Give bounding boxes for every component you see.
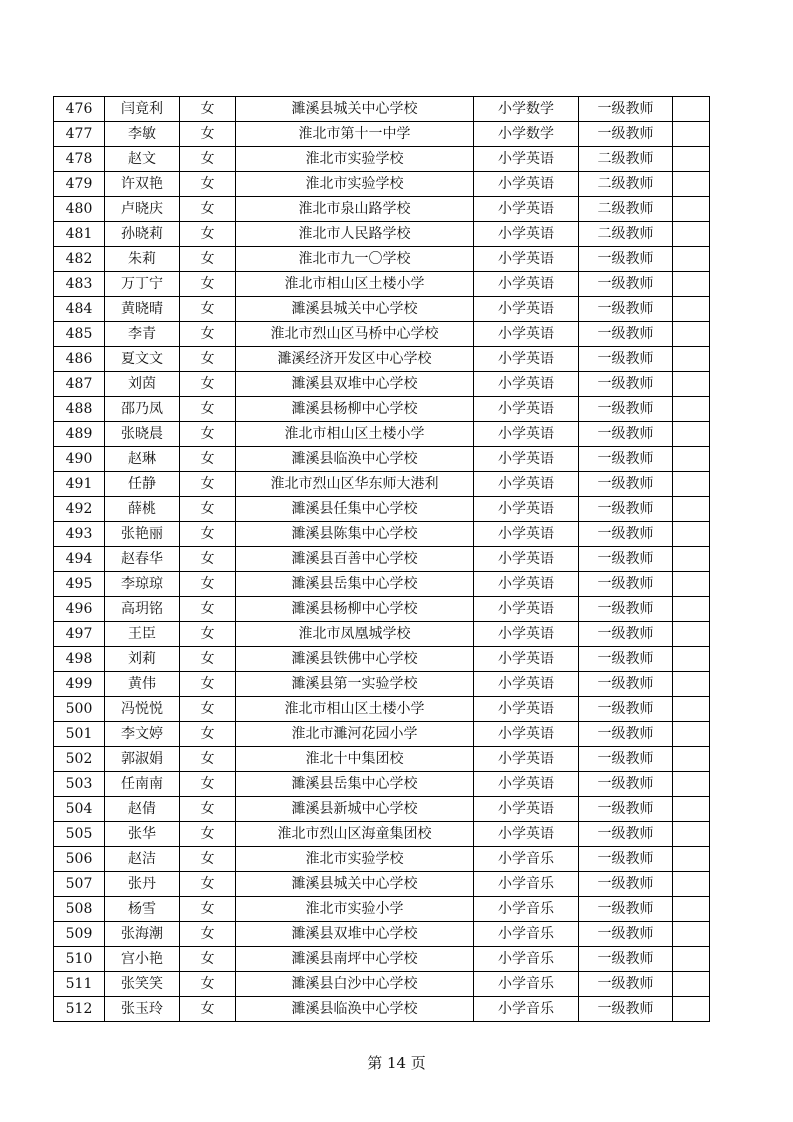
subject-cell: 小学英语 <box>474 372 579 397</box>
title-cell: 一级教师 <box>579 772 673 797</box>
school-cell: 濉溪县南坪中心学校 <box>236 947 474 972</box>
remarks-cell <box>673 372 710 397</box>
roster-body <box>54 97 710 1022</box>
teacher-name-cell: 万丁宁 <box>105 272 180 297</box>
remarks-cell <box>673 972 710 997</box>
remarks-cell <box>673 722 710 747</box>
title-cell: 一级教师 <box>579 297 673 322</box>
title-cell: 一级教师 <box>579 897 673 922</box>
teacher-name-cell: 薛桃 <box>105 497 180 522</box>
teacher-name-cell: 闫竟利 <box>105 97 180 122</box>
row-number-cell: 504 <box>54 797 105 822</box>
gender-cell: 女 <box>180 922 236 947</box>
table-row <box>54 197 710 222</box>
gender-cell: 女 <box>180 297 236 322</box>
table-row <box>54 772 710 797</box>
school-cell: 濉溪县临涣中心学校 <box>236 997 474 1022</box>
table-row <box>54 222 710 247</box>
remarks-cell <box>673 247 710 272</box>
gender-cell: 女 <box>180 422 236 447</box>
table-row <box>54 947 710 972</box>
row-number-cell: 505 <box>54 822 105 847</box>
gender-cell: 女 <box>180 322 236 347</box>
gender-cell: 女 <box>180 97 236 122</box>
title-cell: 一级教师 <box>579 397 673 422</box>
table-row <box>54 872 710 897</box>
title-cell: 一级教师 <box>579 447 673 472</box>
gender-cell: 女 <box>180 547 236 572</box>
title-cell: 二级教师 <box>579 172 673 197</box>
school-cell: 濉溪县百善中心学校 <box>236 547 474 572</box>
teacher-roster-table <box>53 96 710 1022</box>
remarks-cell <box>673 522 710 547</box>
remarks-cell <box>673 397 710 422</box>
title-cell: 一级教师 <box>579 672 673 697</box>
school-cell: 淮北市实验学校 <box>236 847 474 872</box>
school-cell: 濉溪经济开发区中心学校 <box>236 347 474 372</box>
subject-cell: 小学英语 <box>474 772 579 797</box>
teacher-name-cell: 刘茵 <box>105 372 180 397</box>
school-cell: 淮北市烈山区华东师大港利 <box>236 472 474 497</box>
row-number-cell: 499 <box>54 672 105 697</box>
subject-cell: 小学英语 <box>474 522 579 547</box>
remarks-cell <box>673 347 710 372</box>
school-cell: 淮北市烈山区海童集团校 <box>236 822 474 847</box>
row-number-cell: 487 <box>54 372 105 397</box>
table-row <box>54 997 710 1022</box>
teacher-name-cell: 孙晓莉 <box>105 222 180 247</box>
subject-cell: 小学英语 <box>474 697 579 722</box>
title-cell: 一级教师 <box>579 997 673 1022</box>
gender-cell: 女 <box>180 222 236 247</box>
title-cell: 一级教师 <box>579 472 673 497</box>
school-cell: 濉溪县城关中心学校 <box>236 97 474 122</box>
title-cell: 一级教师 <box>579 122 673 147</box>
subject-cell: 小学英语 <box>474 597 579 622</box>
school-cell: 淮北市烈山区马桥中心学校 <box>236 322 474 347</box>
row-number-cell: 485 <box>54 322 105 347</box>
row-number-cell: 502 <box>54 747 105 772</box>
subject-cell: 小学英语 <box>474 397 579 422</box>
row-number-cell: 482 <box>54 247 105 272</box>
row-number-cell: 493 <box>54 522 105 547</box>
school-cell: 淮北市泉山路学校 <box>236 197 474 222</box>
title-cell: 一级教师 <box>579 947 673 972</box>
remarks-cell <box>673 147 710 172</box>
remarks-cell <box>673 422 710 447</box>
gender-cell: 女 <box>180 522 236 547</box>
gender-cell: 女 <box>180 147 236 172</box>
school-cell: 濉溪县城关中心学校 <box>236 872 474 897</box>
row-number-cell: 486 <box>54 347 105 372</box>
title-cell: 一级教师 <box>579 547 673 572</box>
subject-cell: 小学英语 <box>474 147 579 172</box>
gender-cell: 女 <box>180 447 236 472</box>
gender-cell: 女 <box>180 622 236 647</box>
gender-cell: 女 <box>180 897 236 922</box>
remarks-cell <box>673 272 710 297</box>
gender-cell: 女 <box>180 747 236 772</box>
remarks-cell <box>673 997 710 1022</box>
teacher-name-cell: 夏文文 <box>105 347 180 372</box>
subject-cell: 小学数学 <box>474 122 579 147</box>
teacher-name-cell: 赵倩 <box>105 797 180 822</box>
remarks-cell <box>673 472 710 497</box>
title-cell: 一级教师 <box>579 247 673 272</box>
school-cell: 淮北市相山区土楼小学 <box>236 272 474 297</box>
teacher-name-cell: 宫小艳 <box>105 947 180 972</box>
teacher-name-cell: 许双艳 <box>105 172 180 197</box>
school-cell: 濉溪县杨柳中心学校 <box>236 597 474 622</box>
table-row <box>54 497 710 522</box>
remarks-cell <box>673 172 710 197</box>
remarks-cell <box>673 947 710 972</box>
subject-cell: 小学英语 <box>474 672 579 697</box>
table-row <box>54 597 710 622</box>
remarks-cell <box>673 297 710 322</box>
gender-cell: 女 <box>180 972 236 997</box>
gender-cell: 女 <box>180 872 236 897</box>
school-cell: 濉溪县任集中心学校 <box>236 497 474 522</box>
school-cell: 濉溪县城关中心学校 <box>236 297 474 322</box>
title-cell: 一级教师 <box>579 422 673 447</box>
table-row <box>54 822 710 847</box>
remarks-cell <box>673 97 710 122</box>
title-cell: 一级教师 <box>579 822 673 847</box>
gender-cell: 女 <box>180 847 236 872</box>
row-number-cell: 495 <box>54 572 105 597</box>
title-cell: 一级教师 <box>579 922 673 947</box>
subject-cell: 小学英语 <box>474 322 579 347</box>
subject-cell: 小学英语 <box>474 722 579 747</box>
teacher-name-cell: 赵春华 <box>105 547 180 572</box>
title-cell: 一级教师 <box>579 497 673 522</box>
remarks-cell <box>673 747 710 772</box>
gender-cell: 女 <box>180 172 236 197</box>
teacher-name-cell: 李敏 <box>105 122 180 147</box>
table-row <box>54 472 710 497</box>
teacher-name-cell: 郭淑娟 <box>105 747 180 772</box>
table-row <box>54 647 710 672</box>
subject-cell: 小学英语 <box>474 547 579 572</box>
subject-cell: 小学英语 <box>474 822 579 847</box>
table-row <box>54 147 710 172</box>
school-cell: 淮北市相山区土楼小学 <box>236 697 474 722</box>
title-cell: 一级教师 <box>579 597 673 622</box>
table-row <box>54 347 710 372</box>
gender-cell: 女 <box>180 722 236 747</box>
school-cell: 淮北市实验学校 <box>236 147 474 172</box>
remarks-cell <box>673 447 710 472</box>
row-number-cell: 476 <box>54 97 105 122</box>
teacher-name-cell: 赵洁 <box>105 847 180 872</box>
teacher-name-cell: 张海潮 <box>105 922 180 947</box>
row-number-cell: 512 <box>54 997 105 1022</box>
title-cell: 一级教师 <box>579 622 673 647</box>
subject-cell: 小学英语 <box>474 572 579 597</box>
title-cell: 一级教师 <box>579 747 673 772</box>
gender-cell: 女 <box>180 697 236 722</box>
remarks-cell <box>673 672 710 697</box>
teacher-name-cell: 李琼琼 <box>105 572 180 597</box>
school-cell: 濉溪县双堆中心学校 <box>236 372 474 397</box>
remarks-cell <box>673 847 710 872</box>
table-row <box>54 622 710 647</box>
school-cell: 濉溪县新城中心学校 <box>236 797 474 822</box>
row-number-cell: 496 <box>54 597 105 622</box>
gender-cell: 女 <box>180 497 236 522</box>
gender-cell: 女 <box>180 247 236 272</box>
row-number-cell: 480 <box>54 197 105 222</box>
subject-cell: 小学英语 <box>474 172 579 197</box>
school-cell: 濉溪县岳集中心学校 <box>236 772 474 797</box>
row-number-cell: 509 <box>54 922 105 947</box>
school-cell: 濉溪县临涣中心学校 <box>236 447 474 472</box>
gender-cell: 女 <box>180 772 236 797</box>
page-number: 第 14 页 <box>367 1054 426 1072</box>
gender-cell: 女 <box>180 347 236 372</box>
remarks-cell <box>673 597 710 622</box>
row-number-cell: 477 <box>54 122 105 147</box>
remarks-cell <box>673 572 710 597</box>
gender-cell: 女 <box>180 997 236 1022</box>
title-cell: 一级教师 <box>579 697 673 722</box>
row-number-cell: 488 <box>54 397 105 422</box>
remarks-cell <box>673 322 710 347</box>
gender-cell: 女 <box>180 197 236 222</box>
row-number-cell: 494 <box>54 547 105 572</box>
table-row <box>54 547 710 572</box>
teacher-name-cell: 邵乃凤 <box>105 397 180 422</box>
teacher-name-cell: 杨雪 <box>105 897 180 922</box>
gender-cell: 女 <box>180 572 236 597</box>
table-row <box>54 972 710 997</box>
subject-cell: 小学音乐 <box>474 847 579 872</box>
school-cell: 淮北市第十一中学 <box>236 122 474 147</box>
row-number-cell: 507 <box>54 872 105 897</box>
remarks-cell <box>673 622 710 647</box>
row-number-cell: 492 <box>54 497 105 522</box>
teacher-name-cell: 任南南 <box>105 772 180 797</box>
table-row <box>54 522 710 547</box>
gender-cell: 女 <box>180 272 236 297</box>
row-number-cell: 481 <box>54 222 105 247</box>
row-number-cell: 510 <box>54 947 105 972</box>
title-cell: 一级教师 <box>579 97 673 122</box>
teacher-name-cell: 张华 <box>105 822 180 847</box>
remarks-cell <box>673 647 710 672</box>
subject-cell: 小学英语 <box>474 497 579 522</box>
remarks-cell <box>673 197 710 222</box>
subject-cell: 小学音乐 <box>474 997 579 1022</box>
title-cell: 一级教师 <box>579 847 673 872</box>
teacher-name-cell: 张晓晨 <box>105 422 180 447</box>
school-cell: 濉溪县第一实验学校 <box>236 672 474 697</box>
table-row <box>54 422 710 447</box>
subject-cell: 小学音乐 <box>474 972 579 997</box>
table-row <box>54 247 710 272</box>
teacher-name-cell: 王臣 <box>105 622 180 647</box>
title-cell: 一级教师 <box>579 372 673 397</box>
row-number-cell: 489 <box>54 422 105 447</box>
remarks-cell <box>673 897 710 922</box>
school-cell: 濉溪县双堆中心学校 <box>236 922 474 947</box>
table-row <box>54 297 710 322</box>
title-cell: 一级教师 <box>579 347 673 372</box>
remarks-cell <box>673 547 710 572</box>
row-number-cell: 478 <box>54 147 105 172</box>
teacher-name-cell: 黄晓晴 <box>105 297 180 322</box>
title-cell: 一级教师 <box>579 522 673 547</box>
row-number-cell: 506 <box>54 847 105 872</box>
table-row <box>54 722 710 747</box>
teacher-name-cell: 张丹 <box>105 872 180 897</box>
teacher-name-cell: 高玥铭 <box>105 597 180 622</box>
subject-cell: 小学音乐 <box>474 947 579 972</box>
school-cell: 濉溪县杨柳中心学校 <box>236 397 474 422</box>
subject-cell: 小学英语 <box>474 472 579 497</box>
table-row <box>54 172 710 197</box>
school-cell: 淮北市濉河花园小学 <box>236 722 474 747</box>
table-row <box>54 672 710 697</box>
table-row <box>54 747 710 772</box>
row-number-cell: 479 <box>54 172 105 197</box>
gender-cell: 女 <box>180 947 236 972</box>
title-cell: 二级教师 <box>579 147 673 172</box>
gender-cell: 女 <box>180 797 236 822</box>
school-cell: 濉溪县岳集中心学校 <box>236 572 474 597</box>
subject-cell: 小学音乐 <box>474 872 579 897</box>
row-number-cell: 500 <box>54 697 105 722</box>
teacher-name-cell: 张艳丽 <box>105 522 180 547</box>
teacher-name-cell: 赵琳 <box>105 447 180 472</box>
title-cell: 一级教师 <box>579 322 673 347</box>
title-cell: 二级教师 <box>579 222 673 247</box>
row-number-cell: 497 <box>54 622 105 647</box>
school-cell: 濉溪县白沙中心学校 <box>236 972 474 997</box>
gender-cell: 女 <box>180 397 236 422</box>
subject-cell: 小学音乐 <box>474 897 579 922</box>
table-row <box>54 847 710 872</box>
school-cell: 淮北市实验小学 <box>236 897 474 922</box>
remarks-cell <box>673 872 710 897</box>
subject-cell: 小学数学 <box>474 97 579 122</box>
school-cell: 淮北十中集团校 <box>236 747 474 772</box>
subject-cell: 小学英语 <box>474 447 579 472</box>
subject-cell: 小学英语 <box>474 797 579 822</box>
subject-cell: 小学英语 <box>474 747 579 772</box>
table-row <box>54 697 710 722</box>
gender-cell: 女 <box>180 822 236 847</box>
row-number-cell: 498 <box>54 647 105 672</box>
school-cell: 濉溪县陈集中心学校 <box>236 522 474 547</box>
teacher-name-cell: 朱莉 <box>105 247 180 272</box>
school-cell: 淮北市九一〇学校 <box>236 247 474 272</box>
gender-cell: 女 <box>180 672 236 697</box>
subject-cell: 小学英语 <box>474 272 579 297</box>
row-number-cell: 490 <box>54 447 105 472</box>
gender-cell: 女 <box>180 597 236 622</box>
table-row <box>54 447 710 472</box>
table-row <box>54 397 710 422</box>
table-row <box>54 797 710 822</box>
school-cell: 濉溪县铁佛中心学校 <box>236 647 474 672</box>
teacher-name-cell: 冯悦悦 <box>105 697 180 722</box>
row-number-cell: 491 <box>54 472 105 497</box>
row-number-cell: 484 <box>54 297 105 322</box>
teacher-name-cell: 李文婷 <box>105 722 180 747</box>
subject-cell: 小学英语 <box>474 347 579 372</box>
school-cell: 淮北市实验学校 <box>236 172 474 197</box>
school-cell: 淮北市凤凰城学校 <box>236 622 474 647</box>
row-number-cell: 501 <box>54 722 105 747</box>
remarks-cell <box>673 797 710 822</box>
title-cell: 一级教师 <box>579 972 673 997</box>
subject-cell: 小学英语 <box>474 647 579 672</box>
title-cell: 一级教师 <box>579 572 673 597</box>
remarks-cell <box>673 772 710 797</box>
title-cell: 一级教师 <box>579 272 673 297</box>
teacher-name-cell: 李青 <box>105 322 180 347</box>
teacher-name-cell: 刘莉 <box>105 647 180 672</box>
table-row <box>54 372 710 397</box>
table-row <box>54 122 710 147</box>
teacher-name-cell: 任静 <box>105 472 180 497</box>
gender-cell: 女 <box>180 647 236 672</box>
remarks-cell <box>673 922 710 947</box>
teacher-name-cell: 张玉玲 <box>105 997 180 1022</box>
subject-cell: 小学英语 <box>474 622 579 647</box>
table-row <box>54 272 710 297</box>
table-row <box>54 922 710 947</box>
title-cell: 一级教师 <box>579 722 673 747</box>
gender-cell: 女 <box>180 472 236 497</box>
subject-cell: 小学英语 <box>474 247 579 272</box>
title-cell: 一级教师 <box>579 872 673 897</box>
subject-cell: 小学英语 <box>474 297 579 322</box>
remarks-cell <box>673 497 710 522</box>
row-number-cell: 483 <box>54 272 105 297</box>
title-cell: 一级教师 <box>579 647 673 672</box>
subject-cell: 小学英语 <box>474 222 579 247</box>
row-number-cell: 508 <box>54 897 105 922</box>
table-row <box>54 97 710 122</box>
subject-cell: 小学英语 <box>474 422 579 447</box>
row-number-cell: 511 <box>54 972 105 997</box>
title-cell: 一级教师 <box>579 797 673 822</box>
row-number-cell: 503 <box>54 772 105 797</box>
subject-cell: 小学音乐 <box>474 922 579 947</box>
table-row <box>54 322 710 347</box>
remarks-cell <box>673 122 710 147</box>
gender-cell: 女 <box>180 122 236 147</box>
teacher-name-cell: 黄伟 <box>105 672 180 697</box>
remarks-cell <box>673 222 710 247</box>
remarks-cell <box>673 697 710 722</box>
teacher-name-cell: 张笑笑 <box>105 972 180 997</box>
table-row <box>54 897 710 922</box>
gender-cell: 女 <box>180 372 236 397</box>
school-cell: 淮北市人民路学校 <box>236 222 474 247</box>
title-cell: 二级教师 <box>579 197 673 222</box>
table-row <box>54 572 710 597</box>
subject-cell: 小学英语 <box>474 197 579 222</box>
teacher-name-cell: 赵文 <box>105 147 180 172</box>
remarks-cell <box>673 822 710 847</box>
school-cell: 淮北市相山区土楼小学 <box>236 422 474 447</box>
teacher-name-cell: 卢晓庆 <box>105 197 180 222</box>
